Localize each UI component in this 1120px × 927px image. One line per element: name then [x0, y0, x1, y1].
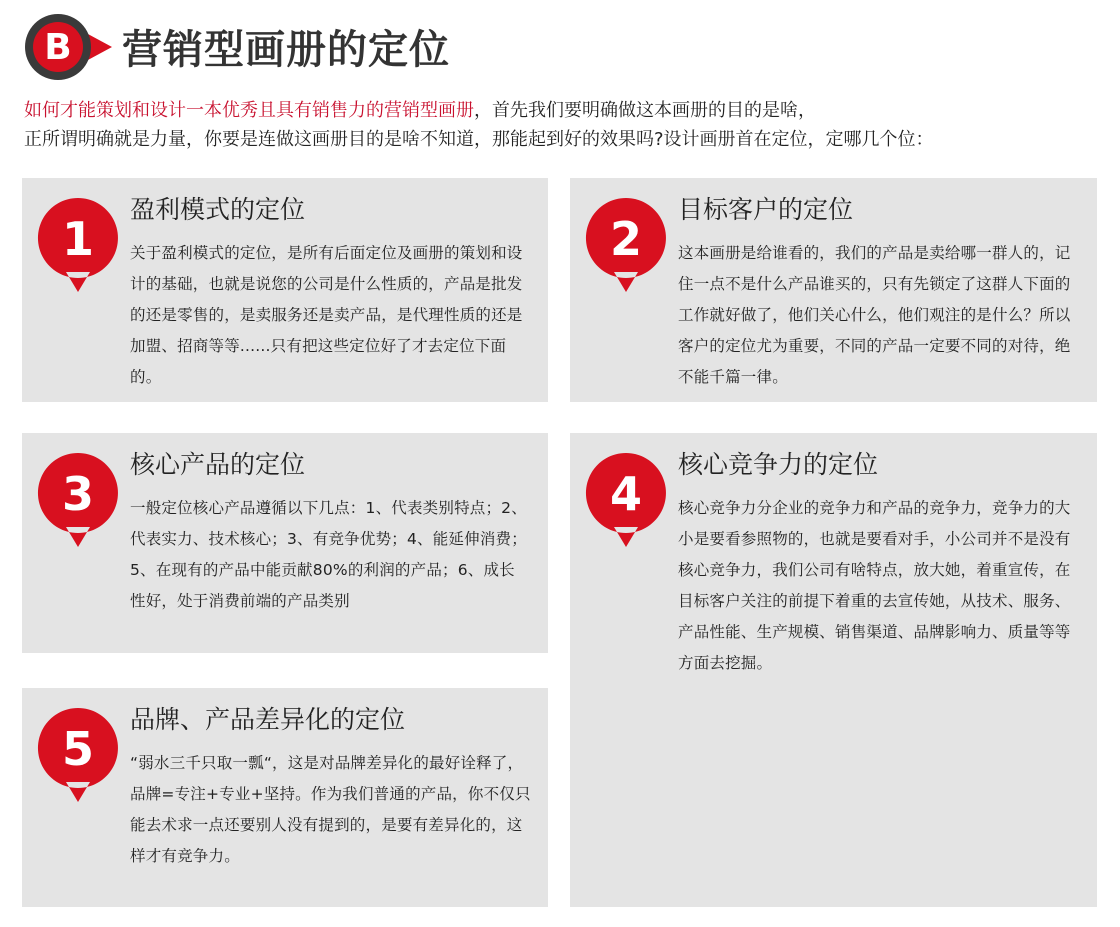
card-title: 目标客户的定位 — [678, 195, 854, 224]
brand-logo-icon — [22, 12, 112, 82]
card-title: 盈利模式的定位 — [130, 195, 306, 224]
card-body: 一般定位核心产品遵循以下几点：1、代表类别特点；2、代表实力、技术核心；3、有竞争优势；4、能延伸消费；5、在现有的产品中能贡献80%的利润的产品；6、成长性好，处于消费前端的产品类别 — [130, 499, 527, 610]
number-badge-icon — [34, 449, 122, 553]
number-badge-icon — [582, 194, 670, 298]
badge-number: 3 — [61, 467, 95, 521]
page-title: 营销型画册的定位 — [122, 27, 450, 73]
badge-number: 2 — [609, 212, 643, 266]
card-core-competitiveness — [570, 433, 1097, 907]
intro-line1-rest: ，首先我们要明确做这本画册的目的是啥， — [474, 100, 816, 121]
logo-letter: B — [44, 27, 72, 68]
card-title: 核心产品的定位 — [130, 450, 306, 479]
card-body: 这本画册是给谁看的，我们的产品是卖给哪一群人的，记住一点不是什么产品谁买的，只有先锁定了这群人下面的工作就好做了，他们关心什么，他们观注的是什么？所以客户的定位尤为重要，不同的产品一定要不同的对待，绝不能千篇一律。 — [678, 244, 1071, 386]
card-title: 品牌、产品差异化的定位 — [130, 705, 406, 734]
intro-highlight: 如何才能策划和设计一本优秀且具有销售力的营销型画册 — [24, 100, 474, 121]
intro-line2: 正所谓明确就是力量，你要是连做这画册目的是啥不知道，那能起到好的效果吗?设计画册首在定位，定哪几个位： — [24, 129, 934, 150]
badge-number: 1 — [61, 212, 95, 266]
card-brand-differentiation — [22, 688, 548, 907]
badge-number: 5 — [61, 722, 95, 776]
number-badge-icon — [34, 704, 122, 808]
badge-number: 4 — [609, 467, 643, 521]
card-core-product — [22, 433, 548, 653]
card-body: 核心竞争力分企业的竞争力和产品的竞争力，竞争力的大小是要看参照物的，也就是要看对手，小公司并不是没有核心竞争力，我们公司有啥特点，放大她，着重宣传，在目标客户关注的前提下着重的去宣传她，从技术、服务、产品性能、生产规模、销售渠道、品牌影响力、质量等等方面去挖掘。 — [678, 499, 1071, 672]
card-body: 关于盈利模式的定位，是所有后面定位及画册的策划和设计的基础，也就是说您的公司是什么性质的，产品是批发的还是零售的，是卖服务还是卖产品，是代理性质的还是加盟、招商等等......只有把这些定位好了才去定位下面的。 — [130, 244, 523, 386]
card-profit-model — [22, 178, 548, 402]
number-badge-icon — [34, 194, 122, 298]
card-target-customer — [570, 178, 1097, 402]
card-title: 核心竞争力的定位 — [678, 450, 879, 479]
number-badge-icon — [582, 449, 670, 553]
intro-paragraph — [24, 96, 1104, 154]
card-body: “弱水三千只取一瓢“，这是对品牌差异化的最好诠释了，品牌=专注+专业+坚持。作为我们普通的产品，你不仅只能去术求一点还要别人没有提到的，是要有差异化的，这样才有竞争力。 — [130, 754, 531, 865]
